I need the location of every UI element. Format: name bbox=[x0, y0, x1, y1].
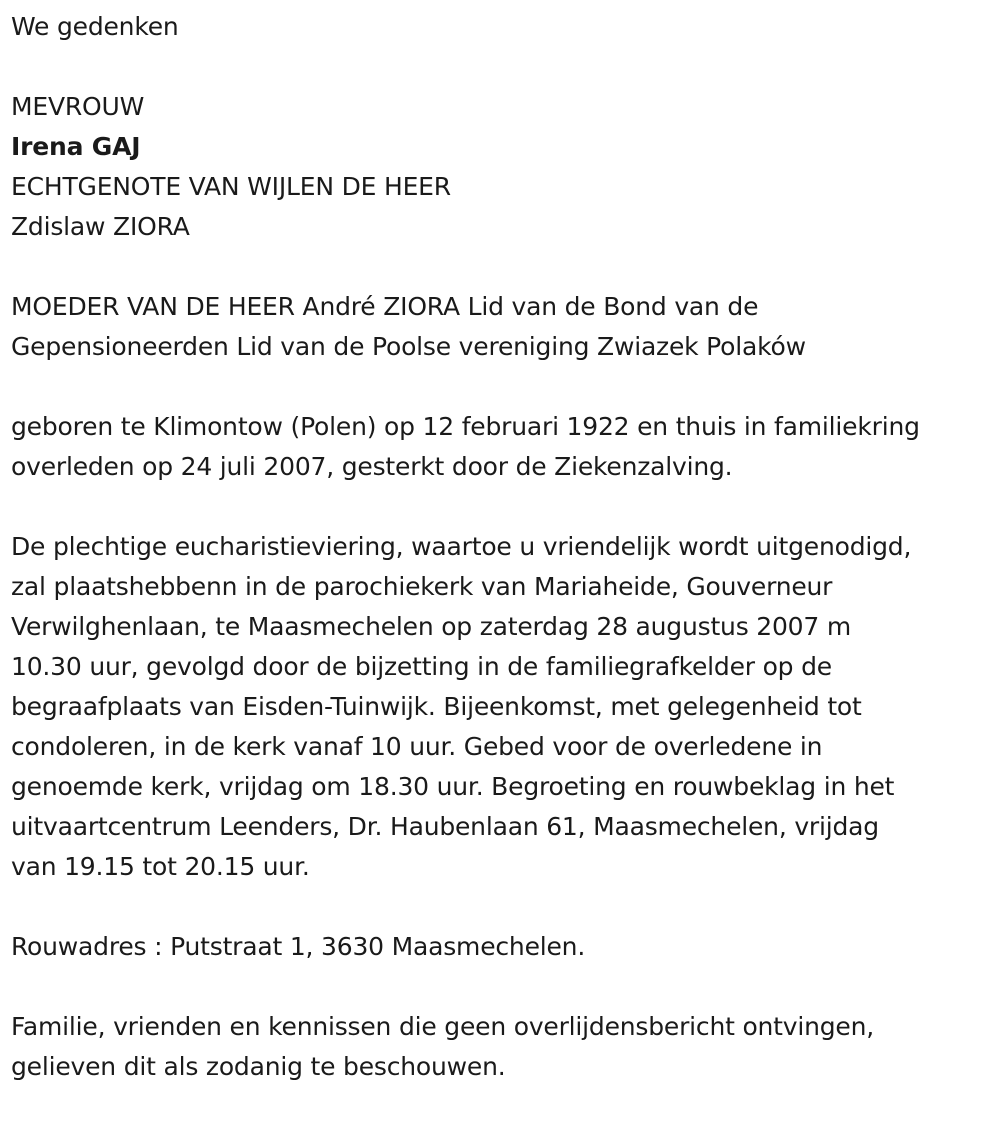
birth-death-paragraph bbox=[11, 407, 996, 487]
paragraph-line: gelieven dit als zodanig te beschouwen. bbox=[11, 1052, 506, 1081]
closing-paragraph bbox=[11, 1007, 996, 1087]
spouse-name: Zdislaw ZIORA bbox=[11, 212, 190, 241]
paragraph-line: 10.30 uur, gevolgd door de bijzetting in de familiegrafkelder op de bbox=[11, 652, 832, 681]
ceremony-paragraph bbox=[11, 527, 996, 887]
paragraph-line: begraafplaats van Eisden-Tuinwijk. Bijeenkomst, met gelegenheid tot bbox=[11, 692, 862, 721]
paragraph-line: Gepensioneerden Lid van de Poolse vereniging Zwiazek Polaków bbox=[11, 332, 806, 361]
paragraph-line: overleden op 24 juli 2007, gesterkt door de Ziekenzalving. bbox=[11, 452, 733, 481]
spacer bbox=[11, 487, 996, 527]
paragraph-line: genoemde kerk, vrijdag om 18.30 uur. Begroeting en rouwbeklag in het bbox=[11, 772, 895, 801]
mother-of-paragraph bbox=[11, 287, 996, 367]
paragraph-line: uitvaartcentrum Leenders, Dr. Haubenlaan 61, Maasmechelen, vrijdag bbox=[11, 812, 879, 841]
paragraph-line: De plechtige eucharistieviering, waartoe u vriendelijk wordt uitgenodigd, bbox=[11, 532, 912, 561]
deceased-name: Irena GAJ bbox=[11, 132, 141, 161]
paragraph-line: zal plaatshebbenn in de parochiekerk van Mariaheide, Gouverneur bbox=[11, 572, 833, 601]
paragraph-line: Familie, vrienden en kennissen die geen overlijdensbericht ontvingen, bbox=[11, 1012, 875, 1041]
paragraph-line: condoleren, in de kerk vanaf 10 uur. Gebed voor de overledene in bbox=[11, 732, 823, 761]
spacer bbox=[11, 247, 996, 287]
spacer bbox=[11, 367, 996, 407]
mourning-address: Rouwadres : Putstraat 1, 3630 Maasmechelen. bbox=[11, 932, 586, 961]
spacer bbox=[11, 47, 996, 87]
title-text: MEVROUW bbox=[11, 92, 145, 121]
spacer bbox=[11, 887, 996, 927]
paragraph-line: van 19.15 tot 20.15 uur. bbox=[11, 852, 310, 881]
paragraph-line: geboren te Klimontow (Polen) op 12 februari 1922 en thuis in familiekring bbox=[11, 412, 920, 441]
obituary-notice bbox=[11, 7, 996, 1087]
paragraph-line: Verwilghenlaan, te Maasmechelen op zaterdag 28 augustus 2007 m bbox=[11, 612, 851, 641]
spacer bbox=[11, 967, 996, 1007]
spouse-label: ECHTGENOTE VAN WIJLEN DE HEER bbox=[11, 172, 451, 201]
intro-text: We gedenken bbox=[11, 12, 179, 41]
paragraph-line: MOEDER VAN DE HEER André ZIORA Lid van de Bond van de bbox=[11, 292, 759, 321]
